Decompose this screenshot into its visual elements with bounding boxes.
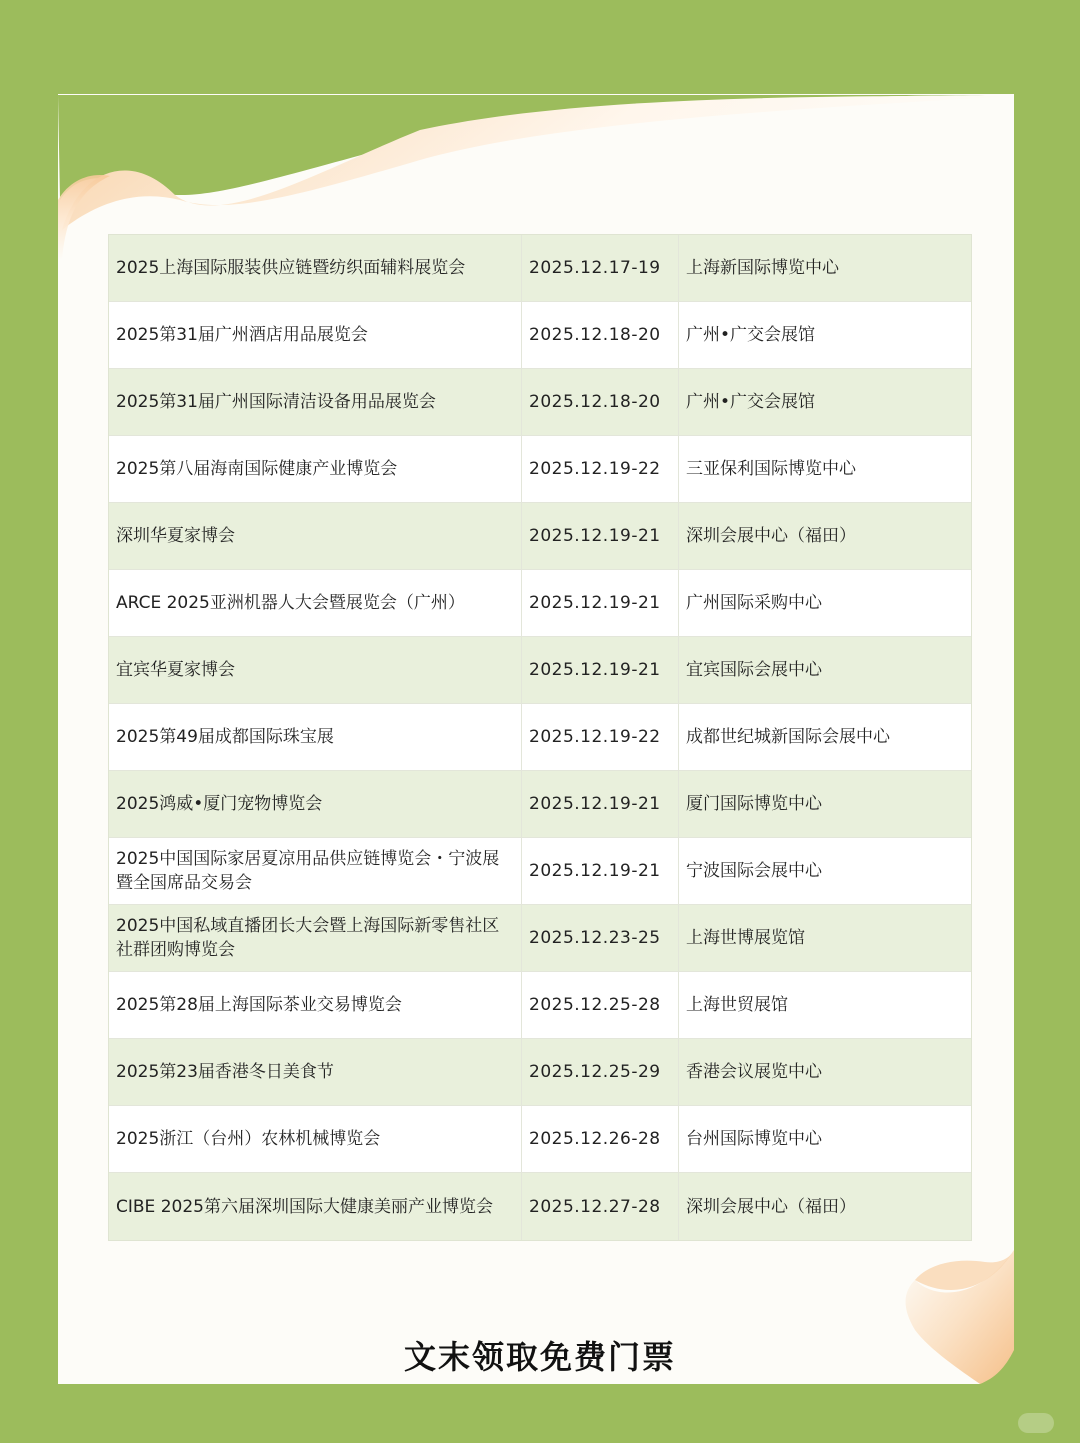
event-date-cell: 2025.12.19-21 bbox=[522, 771, 679, 837]
watermark-badge bbox=[1018, 1413, 1054, 1433]
event-date-cell: 2025.12.25-29 bbox=[522, 1039, 679, 1105]
event-name-cell: 2025第八届海南国际健康产业博览会 bbox=[109, 436, 522, 502]
table-row bbox=[109, 905, 971, 972]
event-venue-cell: 香港会议展览中心 bbox=[686, 1062, 822, 1082]
table-row bbox=[109, 1039, 971, 1106]
table-row bbox=[109, 302, 971, 369]
event-name-cell: 2025上海国际服装供应链暨纺织面辅料展览会 bbox=[109, 235, 522, 301]
event-venue-cell: 上海世博展览馆 bbox=[686, 928, 805, 948]
event-name-cell: 2025中国国际家居夏凉用品供应链博览会・宁波展暨全国席品交易会 bbox=[109, 838, 522, 904]
event-name-cell: ARCE 2025亚洲机器人大会暨展览会（广州） bbox=[109, 570, 522, 636]
event-venue-cell: 台州国际博览中心 bbox=[686, 1129, 822, 1149]
event-venue-cell: 广州•广交会展馆 bbox=[686, 392, 816, 412]
event-venue-cell: 三亚保利国际博览中心 bbox=[686, 459, 856, 479]
table-row bbox=[109, 704, 971, 771]
event-date-cell: 2025.12.17-19 bbox=[522, 235, 679, 301]
event-venue-cell: 广州•广交会展馆 bbox=[686, 325, 816, 345]
event-date-cell: 2025.12.19-22 bbox=[522, 704, 679, 770]
event-date-cell: 2025.12.19-21 bbox=[522, 503, 679, 569]
table-row bbox=[109, 369, 971, 436]
exhibition-table bbox=[108, 234, 972, 1241]
event-name-cell: CIBE 2025第六届深圳国际大健康美丽产业博览会 bbox=[109, 1173, 522, 1240]
event-name-cell: 2025第28届上海国际茶业交易博览会 bbox=[109, 972, 522, 1038]
event-name-cell: 2025第49届成都国际珠宝展 bbox=[109, 704, 522, 770]
event-venue-cell: 上海新国际博览中心 bbox=[686, 258, 839, 278]
event-venue-cell: 深圳会展中心（福田） bbox=[686, 526, 856, 546]
event-venue-cell: 宜宾国际会展中心 bbox=[686, 660, 822, 680]
table-row bbox=[109, 436, 971, 503]
event-name-cell: 2025第31届广州酒店用品展览会 bbox=[109, 302, 522, 368]
table-row bbox=[109, 1106, 971, 1173]
event-name-cell: 2025鸿威•厦门宠物博览会 bbox=[109, 771, 522, 837]
event-date-cell: 2025.12.19-22 bbox=[522, 436, 679, 502]
event-venue-cell: 深圳会展中心（福田） bbox=[686, 1196, 856, 1217]
event-venue-cell: 上海世贸展馆 bbox=[686, 995, 788, 1015]
table-row bbox=[109, 838, 971, 905]
event-date-cell: 2025.12.18-20 bbox=[522, 302, 679, 368]
table-row bbox=[109, 503, 971, 570]
table-row bbox=[109, 972, 971, 1039]
event-name-cell: 2025浙江（台州）农林机械博览会 bbox=[109, 1106, 522, 1172]
table-row bbox=[109, 570, 971, 637]
footer-title: 文末领取免费门票 bbox=[403, 1338, 676, 1376]
event-date-cell: 2025.12.19-21 bbox=[522, 838, 679, 904]
event-date-cell: 2025.12.25-28 bbox=[522, 972, 679, 1038]
table-row bbox=[109, 637, 971, 704]
event-date-cell: 2025.12.18-20 bbox=[522, 369, 679, 435]
event-venue-cell: 成都世纪城新国际会展中心 bbox=[686, 727, 890, 747]
table-row bbox=[109, 235, 971, 302]
event-venue-cell: 宁波国际会展中心 bbox=[686, 861, 822, 881]
event-name-cell: 深圳华夏家博会 bbox=[109, 503, 522, 569]
event-venue-cell: 厦门国际博览中心 bbox=[686, 794, 822, 814]
event-date-cell: 2025.12.23-25 bbox=[522, 905, 679, 971]
event-date-cell: 2025.12.19-21 bbox=[522, 637, 679, 703]
event-name-cell: 2025中国私域直播团长大会暨上海国际新零售社区社群团购博览会 bbox=[109, 905, 522, 971]
event-venue-cell: 广州国际采购中心 bbox=[686, 593, 822, 613]
event-name-cell: 2025第31届广州国际清洁设备用品展览会 bbox=[109, 369, 522, 435]
event-date-cell: 2025.12.19-21 bbox=[522, 570, 679, 636]
event-name-cell: 2025第23届香港冬日美食节 bbox=[109, 1039, 522, 1105]
event-date-cell: 2025.12.27-28 bbox=[522, 1173, 679, 1240]
event-date-cell: 2025.12.26-28 bbox=[522, 1106, 679, 1172]
table-row bbox=[109, 1173, 971, 1240]
table-row bbox=[109, 771, 971, 838]
event-name-cell: 宜宾华夏家博会 bbox=[109, 637, 522, 703]
